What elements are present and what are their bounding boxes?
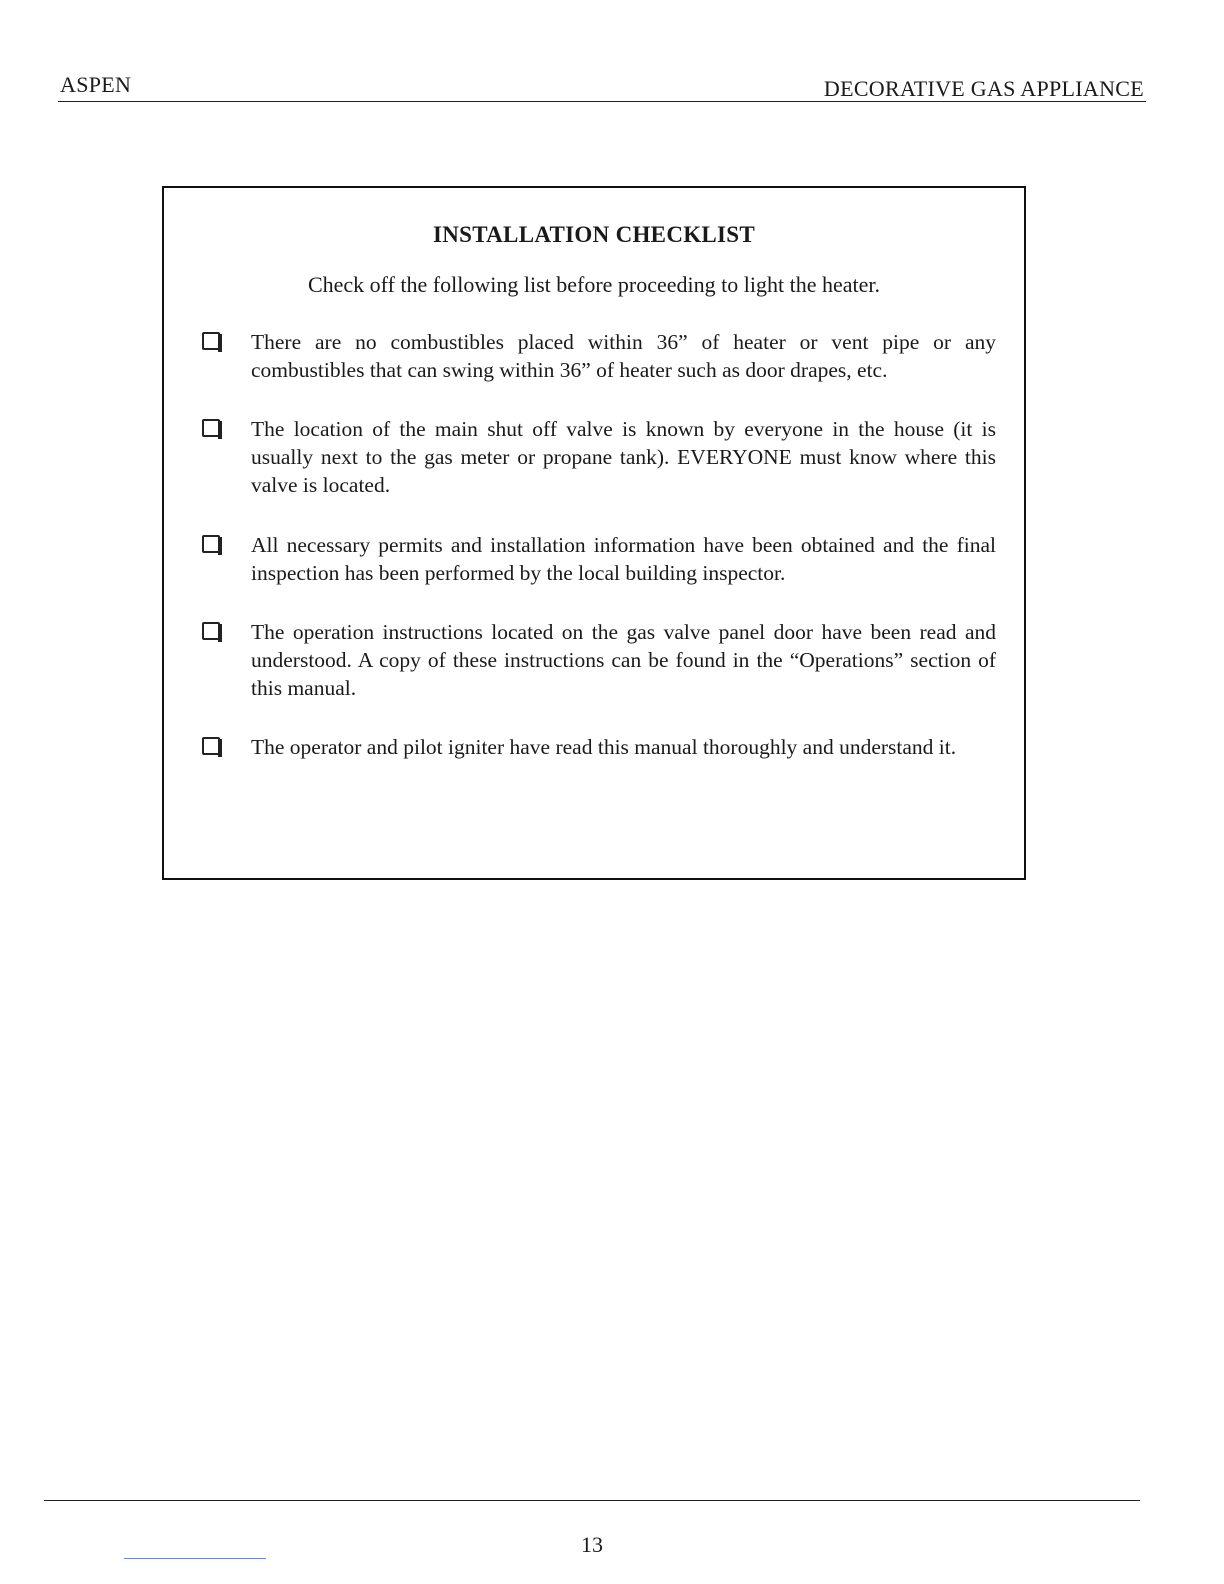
installation-checklist-box — [162, 186, 1026, 880]
checklist-item-text: There are no combustibles placed within 36” of heater or vent pipe or any combustibles that can swing within 36” of heater such as door drapes, etc. — [251, 330, 996, 382]
checkbox-icon[interactable] — [202, 332, 220, 350]
header-title: DECORATIVE GAS APPLIANCE — [823, 76, 1144, 101]
header-brand: ASPEN — [60, 72, 132, 97]
checkbox-icon[interactable] — [202, 535, 220, 553]
checklist-item-text: All necessary permits and installation information have been obtained and the final inspection has been performed by the local building inspector. — [251, 533, 996, 585]
checkbox-icon[interactable] — [202, 622, 220, 640]
checkbox-icon[interactable] — [202, 419, 220, 437]
checklist-title: INSTALLATION CHECKLIST — [432, 222, 756, 247]
checklist-item-text: The location of the main shut off valve is known by everyone in the house (it is usually next to the gas meter or propane tank). EVERYONE must know where this valve is located. — [251, 417, 996, 497]
footer-divider — [44, 1500, 1140, 1501]
scan-artifact-line — [124, 1558, 266, 1559]
header-divider — [58, 101, 1146, 102]
page-number: 13 — [581, 1532, 603, 1557]
checklist-item-text: The operation instructions located on the gas valve panel door have been read and understood. A copy of these instructions can be found in the “Operations” section of this manual. — [251, 620, 996, 700]
checklist-intro: Check off the following list before proceeding to light the heater. — [307, 272, 881, 297]
checkbox-icon[interactable] — [202, 737, 220, 755]
checklist-item-text: The operator and pilot igniter have read this manual thoroughly and understand it. — [251, 735, 957, 759]
